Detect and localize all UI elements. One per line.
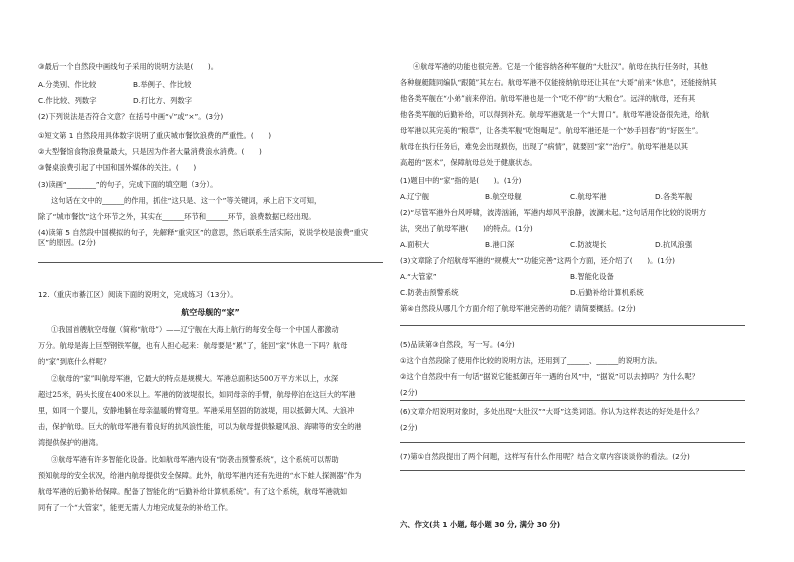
para-4-line-4: 他各类军舰的后勤补给，可以得到补充。航母军港就是一个“大胃口”。航母军港设备很先进，给航	[400, 110, 710, 119]
answer-line	[400, 325, 745, 326]
para-1-line-2: 万分。航母是海上巨型钢铁军舰，也有人担心起来：航母要是“累”了，能回“家”休息一下吗？航母	[38, 341, 348, 350]
q3b-line-2: 除了“城市餐饮”这个环节之外，其实在______环节和______环节，浪费数据已经出现。	[38, 212, 316, 221]
q2-item-3: ③餐桌浪费引起了中国和国外媒体的关注。( )	[38, 163, 197, 172]
answer-line	[38, 262, 383, 263]
q3-option-a: A.“大管家”	[400, 272, 437, 281]
q5-item-2: ②这个自然段中有一句话“据说它能抵御百年一遇的台风”中，“据说”可以去掉吗？为什么呢？	[400, 372, 699, 381]
q3b-line-1: 这句话在文中的______的作用，抓住“这只是、这一个”等关键词，承上启下文可知，	[51, 196, 322, 205]
para-3-line-1: ③航母军港有许多智能化设备。比如航母军港内设有“防袭击预警系统”，这个系统可以帮助	[51, 455, 339, 464]
question-3: ③最后一个自然段中画线句子采用的说明方法是( )。	[38, 62, 219, 71]
answer-line	[400, 400, 745, 401]
para-4-line-7: 高超的“医术”，保障航母总处于健康状态。	[400, 158, 537, 167]
question-2-line-2: 法，突出了航母军港( )的特点。(1分)	[400, 224, 533, 233]
q2-item-2: ②大型餐馆食物浪费量最大，只是因为作者大量消费浪水消费。( )	[38, 147, 262, 156]
q5-score: (2分)	[400, 388, 418, 397]
q2-option-a: A.面积大	[400, 240, 430, 249]
q1-option-a: A.辽宁舰	[400, 192, 430, 201]
para-4-line-5: 母军港以其完美的“粮草”，让各类军舰“吃饱喝足”。航母军港还是一个“妙手回春”的“好医生”。	[400, 126, 703, 135]
q2-option-c: C.防波堤长	[570, 240, 607, 249]
para-4-line-1: ④航母军港的功能也很完善。它是一个能容纳各种军舰的“大肚汉”。航母在执行任务时，其他	[413, 62, 708, 71]
q3-option-c: C.作比较、列数字	[38, 96, 97, 105]
article-title: 航空母舰的“家”	[181, 308, 240, 317]
question-2-true-false: (2)下列说法是否符合文意？在括号中画“√”或“×”。(3分)	[38, 112, 224, 121]
q3-option-a: A.分类别、作比较	[38, 80, 97, 89]
question-3b: (3)读画“________”的句子，完成下面的填空题（3分）。	[38, 180, 218, 189]
para-2-line-2: 超过25米，码头长度在400米以上。军港的防波堤很长，如同母亲的手臂，航母停泊在这巨大的军港	[38, 390, 356, 399]
para-4-line-6: 航母在执行任务后，难免会出现损伤，出现了“病情”，就要回“家”“治疗”。航母军港是以其	[400, 142, 688, 151]
para-1-line-3: 的“家”到底什么样呢？	[38, 357, 111, 366]
q3-option-d: D.后勤补给计算机系统	[570, 288, 644, 297]
question-1: (1)题目中的“家”指的是( )。(1分)	[400, 176, 522, 185]
q2-item-1: ①短文第 1 自然段用具体数字说明了重庆城市餐饮浪费的严重性。( )	[38, 131, 272, 140]
q1-option-c: C.航母军港	[570, 192, 607, 201]
question-7: (7)第①自然段提出了两个问题，这样写有什么作用呢？结合文章内容谈谈你的看法。(2分)	[400, 452, 690, 461]
q2-option-b: B.港口深	[485, 240, 515, 249]
answer-line	[400, 442, 745, 443]
question-3: (3)文章除了介绍航母军港的“规模大”“功能完善”这两个方面，还介绍了( )。(1分)	[400, 256, 675, 265]
question-6-line-2: (2分)	[400, 423, 418, 432]
q1-option-d: D.各类军舰	[655, 192, 693, 201]
q3-option-b: B.举例子、作比较	[133, 80, 192, 89]
q5-item-1: ①这个自然段除了使用作比较的说明方法，还用到了______、______的说明方法。	[400, 356, 662, 365]
question-4: 第④自然段从哪几个方面介绍了航母军港完善的功能？请简要概括。(2分)	[400, 304, 636, 313]
para-3-line-3: 航母军港的后勤补给保障。配备了智能化的“后勤补给计算机系统”。有了这个系统，航母军港就如	[38, 487, 348, 496]
para-3-line-4: 同有了一个“大管家”，能更无需人力地完成复杂的补给工作。	[38, 503, 233, 512]
question-6-line-1: (6)文章介绍说明对象时，多处出现“大肚汉”“大哥”这类词语。你认为这样表达的好处是什么？	[400, 407, 703, 416]
q3-option-c: C.防袭击预警系统	[400, 288, 459, 297]
q1-option-b: B.航空母舰	[485, 192, 522, 201]
answer-line	[400, 470, 745, 471]
para-4-line-2: 各种舰艇随同编队“跟随”其左右。航母军港不仅能接纳航母还让其在“大哥”前来“休息”，还能接纳其	[400, 78, 717, 87]
section-6-heading: 六、作文(共 1 小题, 每小题 30 分, 满分 30 分)	[400, 520, 561, 529]
question-5: (5)品读第③自然段，写一写。(4分)	[400, 340, 515, 349]
question-12-header: 12.（重庆市綦江区）阅读下面的说明文，完成练习（13分）。	[38, 290, 238, 299]
para-1-line-1: ①我国首艘航空母舰（简称“航母”）——辽宁舰在大海上航行的每安全每一个中国人都激动	[51, 325, 339, 334]
para-2-line-4: 击，保护航母。巨大的航母军港有着良好的抗风浪性能，可以为航母提供躲避风浪、海啸等的安全的港	[38, 422, 362, 431]
para-2-line-1: ②航母的“家”叫航母军港，它最大的特点是规模大。军港总面积达500万平方米以上，水深	[51, 374, 339, 383]
para-2-line-3: 里，如同一个婴儿，安静地躺在母亲温暖的臂弯里。军港采用坚固的防波堤，用以抵御大风、大浪冲	[38, 406, 355, 415]
para-3-line-2: 预知航母的安全状况，给港内航母提供安全保障。此外，航母军港内还有先进的“水下蛙人探测器”作为	[38, 471, 362, 480]
para-2-line-5: 湾提供保护的港湾。	[38, 438, 103, 447]
q2-option-d: D.抗风浪强	[655, 240, 693, 249]
question-2-line-1: (2)“尽管军港外台风呼啸，波涛汹涌，军港内却风平浪静，波澜未起。”这句话用作比较的说明方	[400, 208, 707, 217]
q3-option-b: B.智能化设备	[570, 272, 614, 281]
q3-option-d: D.打比方、列数字	[133, 96, 193, 105]
para-4-line-3: 他各类军舰在“小弟”前来停泊。航母军港也是一个“吃不停”的“大粮仓”。远洋的航母，还有其	[400, 94, 696, 103]
question-4: (4)读第 5 自然段中国模拟的句子，先解释“重灾区”的意思，然后联系生活实际，说说学校是浪费“重灾区”的原因。(2分)	[38, 228, 369, 248]
